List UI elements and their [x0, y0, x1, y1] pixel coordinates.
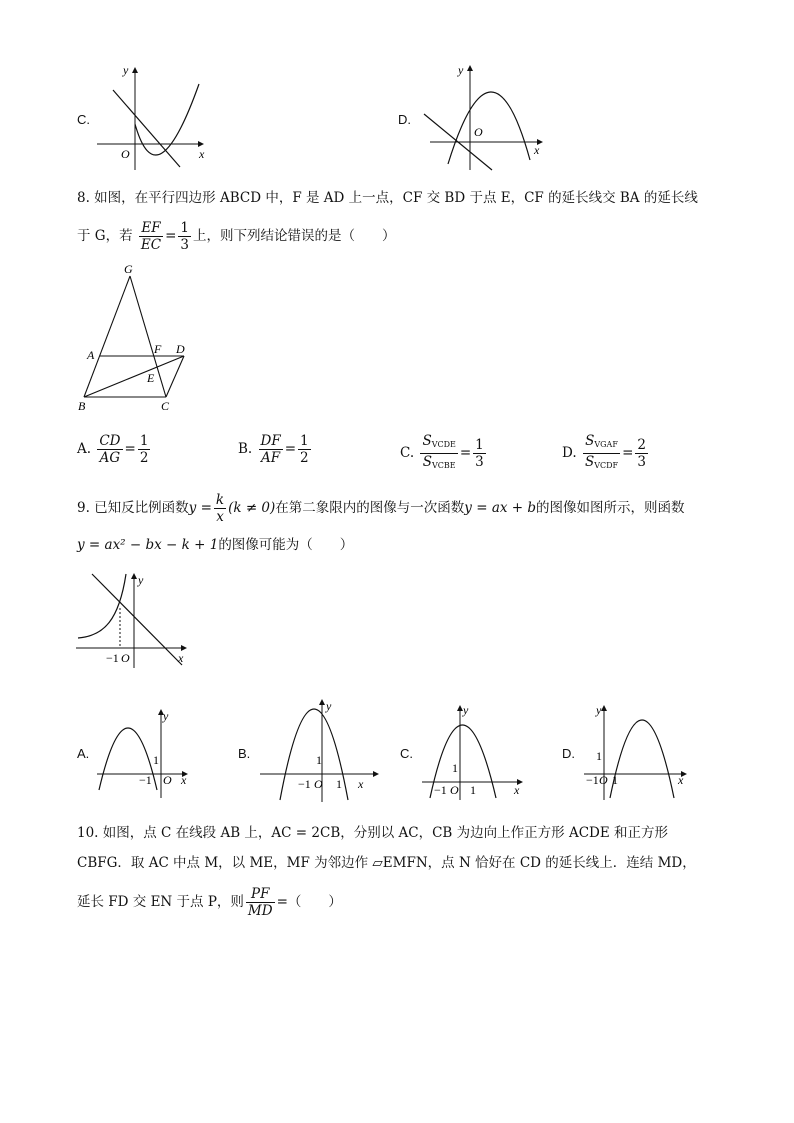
q8-figure [74, 262, 204, 417]
q9-graph-c [420, 702, 528, 802]
q9-option-a-label[interactable]: A. [77, 746, 90, 761]
q10-line3: 延长 FD 交 EN 于点 P，则 $\frac{PF}{MD}$ =（ ） [77, 886, 342, 919]
svg-text:y: y [596, 703, 602, 717]
graph-option-c [95, 62, 215, 172]
svg-text:−1: −1 [106, 651, 119, 665]
q9-option-c-label[interactable]: C. [400, 746, 413, 761]
svg-text:−1: −1 [298, 777, 311, 791]
svg-text:O: O [314, 777, 323, 791]
svg-text:x: x [181, 773, 187, 787]
svg-text:1: 1 [452, 761, 458, 775]
svg-text:1: 1 [316, 753, 322, 767]
origin: O [474, 125, 483, 139]
svg-text:−1: −1 [434, 783, 447, 797]
svg-text:F: F [154, 342, 162, 356]
axis-x: x [199, 147, 205, 161]
q8-option-b[interactable]: B. $\frac{DF}{AF}$ = $\frac{1}{2}$ [238, 433, 309, 466]
svg-text:y: y [463, 703, 469, 717]
svg-text:x: x [358, 777, 364, 791]
svg-text:B: B [78, 399, 86, 413]
graph-option-d [420, 62, 550, 172]
svg-text:1: 1 [470, 783, 476, 797]
svg-text:y: y [138, 573, 144, 587]
svg-text:y: y [326, 699, 332, 713]
svg-text:x: x [678, 773, 684, 787]
q9-option-d-label[interactable]: D. [562, 746, 575, 761]
q8-line1: 8. 如图，在平行四边形 ABCD 中，F 是 AD 上一点，CF 交 BD 于点 E，CF 的延长线交 BA 的延长线 [77, 190, 698, 206]
svg-text:G: G [124, 262, 133, 276]
svg-text:x: x [178, 651, 184, 665]
svg-text:1: 1 [596, 749, 602, 763]
q8-option-c[interactable]: C. $\frac{S_{VCDE}}{S_{VCBE}}$ = $\frac{1}{3}$ [400, 433, 484, 470]
axis-x: x [534, 143, 540, 157]
svg-text:1: 1 [153, 753, 159, 767]
svg-text:1: 1 [336, 777, 342, 791]
origin: O [121, 147, 130, 161]
svg-text:O: O [599, 773, 608, 787]
q8-line2: 于 G，若 $\frac{EF}{EC}$ = $\frac{1}{3}$ 上，则下列结论错误的是（ ） [77, 220, 396, 253]
q8-option-d[interactable]: D. $\frac{S_{VGAF}}{S_{VCDF}}$ = $\frac{2}{3}$ [562, 433, 646, 470]
svg-text:−1: −1 [139, 773, 152, 787]
svg-text:y: y [163, 709, 169, 723]
svg-text:E: E [147, 371, 155, 385]
q10-line1: 10. 如图，点 C 在线段 AB 上，AC = 2CB，分别以 AC，CB 为边向上作正方形 ACDE 和正方形 [77, 825, 668, 841]
q9-graph-d [582, 702, 690, 802]
q10-line2: CBFG．取 AC 中点 M，以 ME，MF 为邻边作 ▱EMFN，点 N 恰好在 CD 的延长线上．连结 MD， [77, 855, 696, 871]
svg-text:D: D [176, 342, 185, 356]
q9-graph-a [95, 706, 195, 801]
q9-line2: y = ax² − bx − k + 1的图像可能为（ ） [77, 537, 354, 553]
axis-y: y [123, 63, 129, 77]
option-c-label: C. [77, 112, 90, 127]
svg-text:1: 1 [612, 773, 618, 787]
axis-y: y [458, 63, 464, 77]
svg-text:−1: −1 [586, 773, 599, 787]
q8-option-a[interactable]: A. $\frac{CD}{AG}$ = $\frac{1}{2}$ [77, 433, 149, 466]
option-d-label: D. [398, 112, 411, 127]
svg-text:O: O [163, 773, 172, 787]
q9-option-b-label[interactable]: B. [238, 746, 251, 761]
svg-text:A: A [87, 348, 95, 362]
svg-text:C: C [161, 399, 170, 413]
q9-line1: 9. 已知反比例函数y = $\frac{k}{x}$ (k ≠ 0)在第二象限内的图像与一次函数y = ax + b的图像如图所示，则函数 [77, 492, 685, 525]
svg-text:O: O [450, 783, 459, 797]
svg-text:O: O [121, 651, 130, 665]
svg-text:x: x [514, 783, 520, 797]
q9-graph-b [258, 696, 383, 804]
q9-figure [74, 570, 194, 670]
